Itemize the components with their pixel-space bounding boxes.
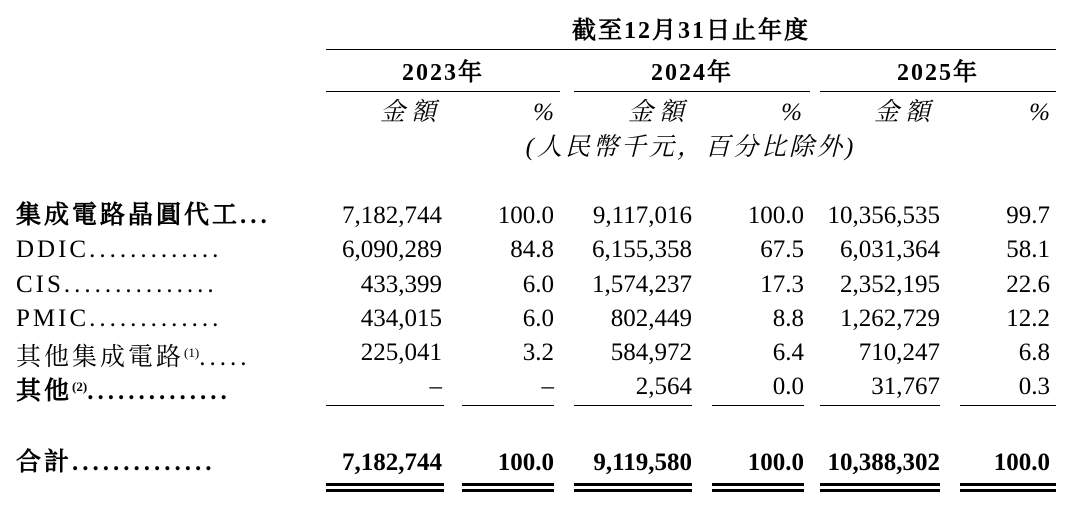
double-rule (712, 483, 804, 486)
cell-amount-2023: – (429, 373, 442, 400)
cell-amount-2023: 434,015 (360, 305, 442, 332)
cell-percent-2023: 6.0 (522, 305, 554, 332)
total-label (16, 446, 306, 480)
footnote-marker: (1) (184, 345, 200, 360)
year-2024-header: 2024年 (651, 60, 733, 86)
cell-percent-2024: 8.8 (772, 305, 804, 332)
amount-header-2023: 金額 (379, 99, 442, 126)
double-rule (574, 489, 692, 492)
cell-amount-2023: 225,041 (360, 339, 442, 366)
dot-leader: ... (240, 202, 271, 229)
cell-percent-2023: – (541, 373, 554, 400)
row-label-text: 其他集成電路 (16, 344, 185, 371)
double-rule (820, 489, 940, 492)
row-label-text: DDIC (16, 236, 90, 263)
subtotal-rule (712, 405, 804, 406)
cell-amount-2025: 10,356,535 (827, 202, 940, 229)
cell-amount-2024: 9,117,016 (592, 202, 692, 229)
cell-amount-2023: 433,399 (360, 271, 442, 298)
year-2024-underline (574, 91, 810, 92)
year-2023-header: 2023年 (402, 60, 484, 86)
table-row (0, 370, 1080, 404)
double-rule (712, 489, 804, 492)
table-row (0, 199, 1080, 233)
total-amount-2024: 9,119,580 (593, 449, 692, 476)
cell-amount-2024: 6,155,358 (592, 236, 692, 263)
cell-percent-2025: 0.3 (1018, 373, 1050, 400)
table-row (0, 268, 1080, 302)
cell-percent-2025: 99.7 (1006, 202, 1050, 229)
subtotal-rule (326, 405, 444, 406)
cell-percent-2023: 6.0 (522, 271, 554, 298)
double-rule (462, 483, 554, 486)
table-row (0, 302, 1080, 336)
total-amount-2023: 7,182,744 (342, 449, 442, 476)
double-rule (462, 489, 554, 492)
double-rule (960, 483, 1056, 486)
row-label (16, 370, 306, 409)
cell-percent-2025: 58.1 (1006, 236, 1050, 263)
percent-header-2024: % (781, 99, 802, 126)
double-rule (326, 489, 444, 492)
cell-amount-2024: 1,574,237 (592, 271, 692, 298)
total-percent-2023: 100.0 (497, 449, 554, 476)
unit-note: (人民幣千元，百分比除外) (525, 134, 857, 161)
cell-percent-2024: 17.3 (760, 271, 804, 298)
total-label-text: 合計 (16, 449, 73, 476)
cell-amount-2025: 710,247 (858, 339, 940, 366)
period-underline (326, 49, 1056, 50)
double-rule (326, 483, 444, 486)
row-label (16, 302, 306, 336)
dot-leader: ............... (63, 271, 218, 298)
row-label-text: PMIC (16, 305, 90, 332)
percent-header-2025: % (1029, 99, 1050, 126)
cell-amount-2025: 2,352,195 (840, 271, 940, 298)
cell-amount-2025: 31,767 (871, 373, 940, 400)
dot-leader: .............. (87, 378, 231, 405)
cell-amount-2024: 2,564 (635, 373, 692, 400)
cell-amount-2025: 1,262,729 (840, 305, 940, 332)
cell-percent-2025: 6.8 (1018, 339, 1050, 366)
dot-leader: ..... (199, 344, 251, 371)
amount-header-2025: 金額 (873, 99, 936, 126)
subtotal-rule (574, 405, 692, 406)
dot-leader: ............. (89, 305, 223, 332)
cell-amount-2024: 584,972 (610, 339, 692, 366)
double-rule (960, 489, 1056, 492)
double-rule (574, 483, 692, 486)
cell-percent-2024: 67.5 (760, 236, 804, 263)
year-2025-underline (820, 91, 1056, 92)
dot-leader: .............. (72, 449, 216, 476)
cell-percent-2024: 0.0 (772, 373, 804, 400)
cell-amount-2023: 6,090,289 (342, 236, 442, 263)
row-label-text: 集成電路晶圓代工 (16, 202, 241, 229)
cell-percent-2025: 12.2 (1006, 305, 1050, 332)
subtotal-rule (820, 405, 940, 406)
total-row (0, 446, 1080, 480)
table-row (0, 233, 1080, 267)
period-header: 截至12月31日止年度 (572, 18, 810, 44)
row-label-text: CIS (16, 271, 64, 298)
cell-amount-2024: 802,449 (610, 305, 692, 332)
cell-percent-2023: 3.2 (522, 339, 554, 366)
row-label-text: 其他 (16, 378, 73, 405)
cell-percent-2024: 100.0 (747, 202, 804, 229)
dot-leader: ............. (89, 236, 223, 263)
footnote-marker: (2) (72, 379, 88, 394)
cell-percent-2025: 22.6 (1006, 271, 1050, 298)
total-amount-2025: 10,388,302 (827, 449, 940, 476)
cell-amount-2025: 6,031,364 (840, 236, 940, 263)
cell-percent-2024: 6.4 (772, 339, 804, 366)
percent-header-2023: % (533, 99, 554, 126)
year-2025-header: 2025年 (897, 60, 979, 86)
row-label (16, 233, 306, 267)
cell-percent-2023: 84.8 (510, 236, 554, 263)
year-2023-underline (326, 91, 560, 92)
subtotal-rule (462, 405, 554, 406)
double-rule (820, 483, 940, 486)
row-label (16, 199, 306, 233)
table-row (0, 336, 1080, 370)
row-label (16, 268, 306, 302)
total-percent-2025: 100.0 (993, 449, 1050, 476)
total-percent-2024: 100.0 (747, 449, 804, 476)
amount-header-2024: 金額 (627, 99, 690, 126)
subtotal-rule (960, 405, 1056, 406)
cell-amount-2023: 7,182,744 (342, 202, 442, 229)
cell-percent-2023: 100.0 (497, 202, 554, 229)
